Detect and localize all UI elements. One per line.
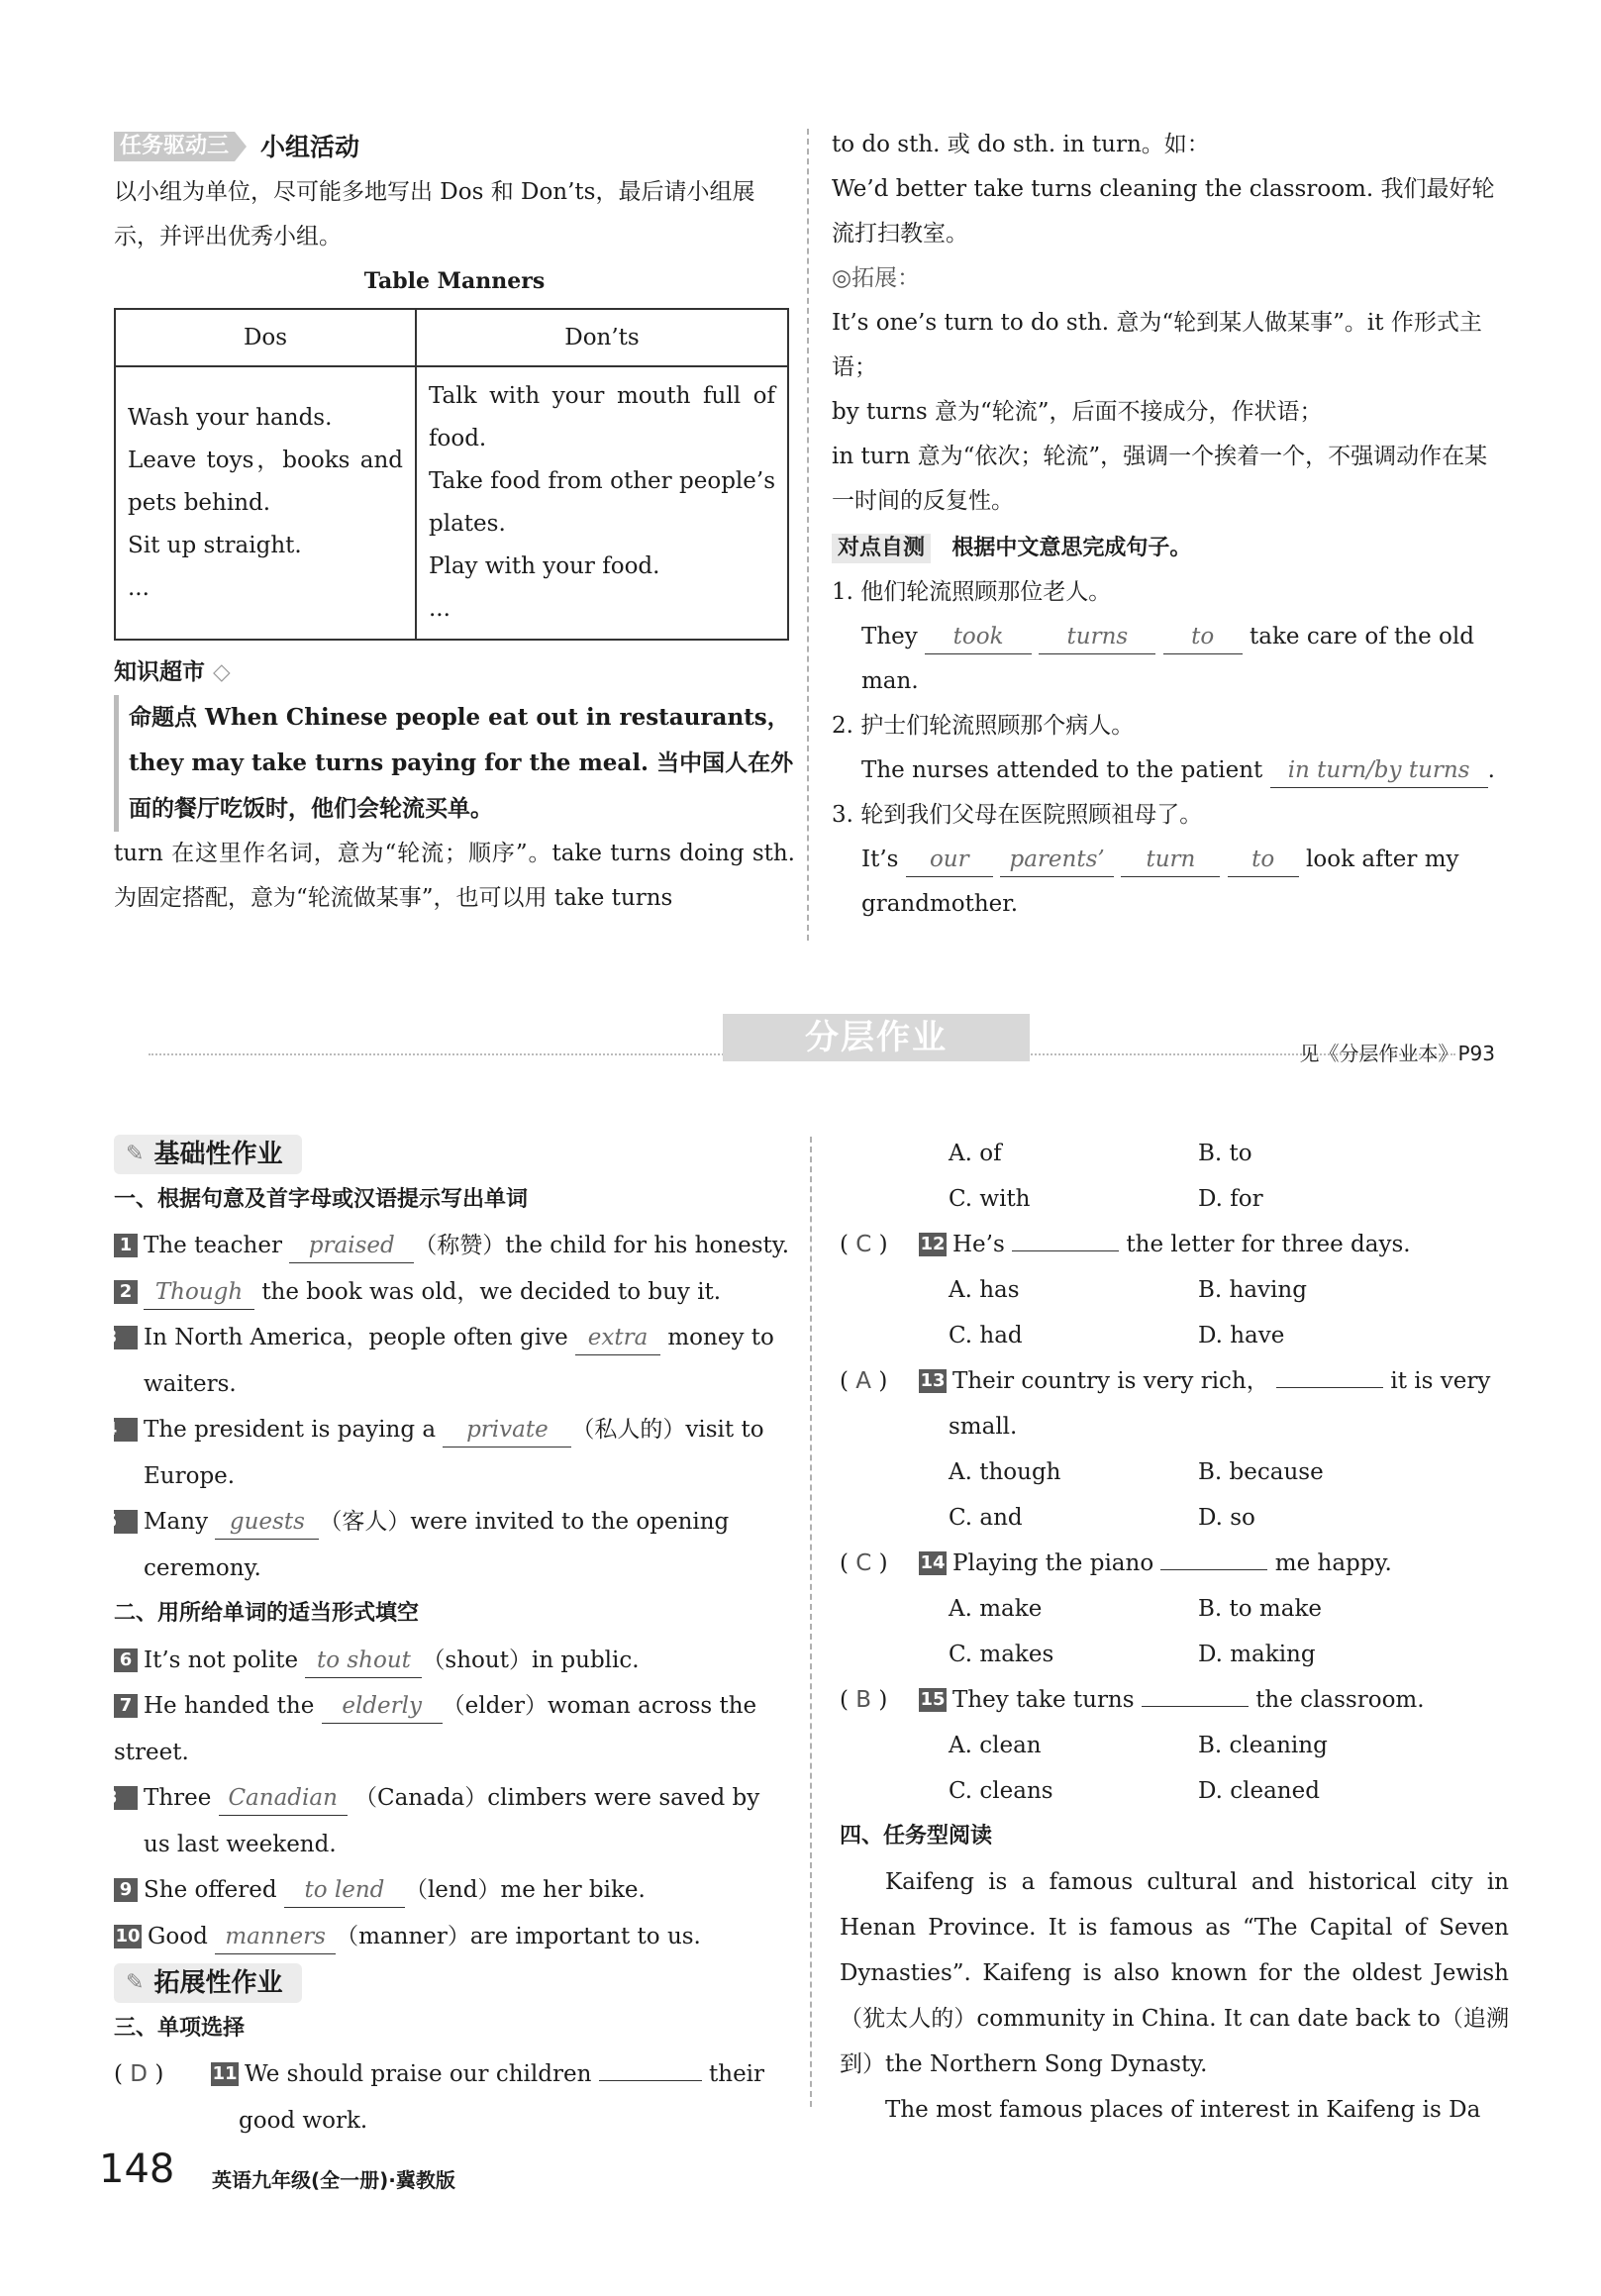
extend-1: It’s one’s turn to do sth. 意为“轮到某人做某事”。it 作形式主语； bbox=[832, 310, 1482, 380]
knowledge-explain: turn 在这里作名词，意为“轮流；顺序”。take turns doing sth. 为固定搭配，意为“轮流做某事”，也可以用 take turns bbox=[114, 841, 795, 911]
item-pre: In North America，people often give bbox=[144, 1325, 568, 1350]
question-number: 9 bbox=[114, 1878, 138, 1902]
list-item: ... bbox=[128, 574, 150, 601]
point-en: When Chinese people eat out in restaurants，they may take turns paying for the meal. bbox=[129, 704, 790, 776]
q12: ( C ) 12 He’s the letter for three days. bbox=[840, 1232, 1411, 1257]
extend-header-label: 拓展性作业 bbox=[153, 1968, 283, 1998]
q12-options bbox=[840, 1313, 1509, 1358]
q11 bbox=[114, 2051, 793, 2144]
item-4 bbox=[104, 1407, 793, 1499]
reading-paragraph-1: Kaifeng is a famous cultural and historical city in Henan Province. It is famous as “The Capital of Seven Dynasties”. Kaifeng is also known for the oldest Jewish（犹太人的）community in China. It can date back to（追溯到）the Northern Song Dynasty. bbox=[840, 1869, 1509, 2077]
task-title: 小组活动 bbox=[260, 132, 360, 161]
q15-options bbox=[840, 1768, 1509, 1814]
list-item: Talk with your mouth full of food. bbox=[429, 383, 775, 451]
answer-paren: ( D ) bbox=[114, 2061, 164, 2087]
example-sentence: We’d better take turns cleaning the classroom. 我们最好轮流打扫教室。 bbox=[832, 176, 1495, 247]
answer-letter: A bbox=[855, 1368, 872, 1394]
item-pre: The president is paying a bbox=[144, 1417, 437, 1443]
question-number: 5 bbox=[114, 1510, 138, 1534]
list-item: Sit up straight. bbox=[128, 532, 302, 558]
answer-blank bbox=[1142, 1706, 1249, 1707]
explain-cont: to do sth. 或 do sth. in turn。如： bbox=[832, 132, 1210, 157]
option: B. having bbox=[1198, 1277, 1307, 1303]
knowledge-title-row bbox=[114, 650, 795, 695]
basic-header bbox=[114, 1135, 302, 1174]
part3-title: 三、单项选择 bbox=[114, 2015, 246, 2041]
answer-blank bbox=[1276, 1387, 1383, 1388]
q2-zh: 2. 护士们轮流照顾那个病人。 bbox=[832, 713, 1135, 739]
extend-3: in turn 意为“依次；轮流”，强调一个挨着一个，不强调动作在某一时间的反复性。 bbox=[832, 444, 1488, 514]
answer-blank: guests bbox=[215, 1505, 319, 1540]
question-number: 4 bbox=[114, 1418, 138, 1442]
task3-section bbox=[114, 123, 795, 921]
answer-blank: turn bbox=[1121, 843, 1220, 877]
q1-post: take care of the old man. bbox=[861, 624, 1474, 694]
selftest-instruction: 根据中文意思完成句子。 bbox=[951, 536, 1192, 560]
answer-letter: C bbox=[855, 1232, 872, 1257]
part4-title: 四、任务型阅读 bbox=[840, 1824, 993, 1848]
answer-blank bbox=[1012, 1250, 1119, 1251]
question-number: 7 bbox=[114, 1694, 138, 1718]
option: B. because bbox=[1198, 1459, 1324, 1485]
item-pre: Many bbox=[144, 1509, 209, 1535]
question-number: 11 bbox=[212, 2063, 238, 2084]
item-pre: It’s not polite bbox=[144, 1647, 299, 1673]
selftest-tag: 对点自测 bbox=[832, 534, 931, 563]
col-header-donts: Don’ts bbox=[416, 309, 788, 366]
option: C. and bbox=[949, 1505, 1023, 1531]
q3-en bbox=[832, 838, 1507, 927]
q14-options bbox=[840, 1586, 1509, 1632]
q15: ( B ) 15 They take turns the classroom. bbox=[840, 1687, 1425, 1713]
q1-pre: They bbox=[861, 624, 918, 649]
option: A. clean bbox=[949, 1733, 1042, 1758]
q14-options bbox=[840, 1632, 1509, 1677]
q-pre: We should praise our children bbox=[245, 2061, 592, 2087]
item-6 bbox=[114, 1638, 793, 1684]
col-header-dos: Dos bbox=[115, 309, 416, 366]
reading-paragraph-2: The most famous places of interest in Kaifeng is Da bbox=[885, 2097, 1481, 2123]
basic-homework bbox=[104, 1131, 793, 2144]
answer-blank: elderly bbox=[322, 1689, 443, 1724]
item-post: （Canada）climbers were saved by us last weekend. bbox=[144, 1785, 760, 1857]
item-8 bbox=[104, 1775, 793, 1867]
item-pre: The teacher bbox=[144, 1233, 282, 1258]
answer-blank bbox=[599, 2080, 702, 2081]
knowledge-title: 知识超市 bbox=[114, 659, 205, 685]
column-divider bbox=[810, 1137, 812, 2107]
task-tag: 任务驱动三 bbox=[114, 132, 235, 161]
q11-options-row2 bbox=[840, 1176, 1509, 1222]
answer-blank: Though bbox=[144, 1275, 254, 1310]
question-number: 15 bbox=[920, 1689, 946, 1710]
q-post: the letter for three days. bbox=[1126, 1232, 1411, 1257]
answer-letter: C bbox=[855, 1550, 872, 1576]
answer-blank: to bbox=[1163, 620, 1243, 654]
task-instruction: 以小组为单位，尽可能多地写出 Dos 和 Don’ts，最后请小组展示，并评出优秀小组。 bbox=[114, 179, 755, 250]
option: A. of bbox=[949, 1141, 1002, 1166]
answer-blank: our bbox=[906, 843, 993, 877]
selftest-head bbox=[832, 526, 1507, 570]
answer-blank: Canadian bbox=[219, 1781, 348, 1816]
answer-blank: praised bbox=[289, 1229, 414, 1263]
item-3 bbox=[104, 1315, 793, 1407]
banner-title: 分层作业 bbox=[723, 1014, 1030, 1061]
item-5 bbox=[104, 1499, 793, 1591]
q1-en bbox=[832, 615, 1507, 704]
extend-label: ◎拓展： bbox=[832, 265, 921, 291]
column-divider bbox=[807, 129, 809, 941]
question-number: 10 bbox=[115, 1925, 141, 1947]
question-number: 8 bbox=[114, 1786, 138, 1810]
item-pre: She offered bbox=[144, 1877, 277, 1903]
option: A. has bbox=[949, 1277, 1020, 1303]
extend-homework bbox=[840, 1131, 1509, 2133]
list-item: Play with your food. bbox=[429, 553, 660, 579]
item-post: （elder）woman across the street. bbox=[114, 1693, 757, 1765]
q-post: it is very small. bbox=[949, 1368, 1491, 1440]
item-pre: Three bbox=[144, 1785, 212, 1811]
answer-blank: to shout bbox=[305, 1644, 422, 1678]
point-label: 命题点 bbox=[129, 705, 197, 731]
option: D. so bbox=[1198, 1505, 1255, 1531]
list-item: Take food from other people’s plates. bbox=[429, 468, 775, 537]
q12-options bbox=[840, 1267, 1509, 1313]
q-post: the classroom. bbox=[1255, 1687, 1425, 1713]
item-post: （称赞）the child for his honesty. bbox=[414, 1233, 790, 1258]
q-post: their good work. bbox=[239, 2061, 765, 2134]
answer-blank: turns bbox=[1039, 620, 1155, 654]
manners-table bbox=[114, 308, 789, 641]
pencil-icon: ✎ bbox=[126, 1970, 145, 1995]
q15-options bbox=[840, 1723, 1509, 1768]
answer-blank: took bbox=[925, 620, 1032, 654]
item-post: （客人）were invited to the opening ceremony. bbox=[144, 1509, 730, 1581]
option: D. cleaned bbox=[1198, 1778, 1320, 1804]
donts-cell bbox=[416, 366, 788, 640]
diamond-icon: ◇ bbox=[213, 659, 231, 685]
option: D. have bbox=[1198, 1323, 1285, 1348]
extend-2: by turns 意为“轮流”，后面不接成分，作状语； bbox=[832, 399, 1323, 425]
item-post: （lend）me her bike. bbox=[404, 1877, 646, 1903]
point-block bbox=[114, 695, 795, 832]
item-post: （shout）in public. bbox=[422, 1647, 640, 1673]
q13-options bbox=[840, 1495, 1509, 1541]
option: A. though bbox=[949, 1459, 1061, 1485]
option: B. to bbox=[1198, 1141, 1252, 1166]
q-pre: He’s bbox=[952, 1232, 1005, 1257]
knowledge-continued bbox=[832, 123, 1507, 927]
list-item: Wash your hands. bbox=[128, 404, 333, 431]
answer-blank: in turn/by turns bbox=[1270, 753, 1488, 788]
item-7 bbox=[114, 1683, 793, 1775]
q1-zh: 1. 他们轮流照顾那位老人。 bbox=[832, 579, 1112, 605]
book-name: 英语九年级(全一册)·冀教版 bbox=[212, 2168, 455, 2192]
basic-header-label: 基础性作业 bbox=[153, 1140, 283, 1169]
q13-options bbox=[840, 1449, 1509, 1495]
option: C. cleans bbox=[949, 1778, 1053, 1804]
q3-post: look after my grandmother. bbox=[861, 847, 1459, 917]
layered-homework-banner bbox=[149, 1010, 1495, 1065]
answer-letter: B bbox=[855, 1687, 872, 1713]
part1-title: 一、根据句意及首字母或汉语提示写出单词 bbox=[114, 1186, 529, 1212]
answer-blank: parents’ bbox=[1000, 843, 1114, 877]
answer-blank: to lend bbox=[284, 1873, 405, 1908]
list-item: ... bbox=[429, 596, 450, 622]
q-pre: They take turns bbox=[952, 1687, 1135, 1713]
item-post: （manner）are important to us. bbox=[336, 1923, 701, 1949]
question-number: 6 bbox=[114, 1648, 138, 1672]
q13: ( A ) 13 Their country is very rich， it is very small. bbox=[840, 1368, 1491, 1440]
item-10 bbox=[114, 1914, 793, 1960]
answer-blank: extra bbox=[575, 1321, 660, 1355]
item-9 bbox=[114, 1867, 793, 1914]
item-pre: Good bbox=[148, 1923, 208, 1949]
banner-ref: 见《分层作业本》P93 bbox=[1299, 1042, 1495, 1065]
q2-en: The nurses attended to the patient in turn/by turns . bbox=[832, 749, 1507, 793]
option: C. had bbox=[949, 1323, 1023, 1348]
item-pre: He handed the bbox=[144, 1693, 315, 1719]
question-number: 12 bbox=[920, 1234, 946, 1254]
q14: ( C ) 14 Playing the piano me happy. bbox=[840, 1550, 1392, 1576]
option: A. make bbox=[949, 1596, 1043, 1622]
option: B. cleaning bbox=[1198, 1733, 1328, 1758]
point-zh: 当中国人在外面的餐厅吃饭时，他们会轮流买单。 bbox=[129, 750, 794, 822]
q-pre: Their country is very rich， bbox=[952, 1368, 1269, 1394]
item-post: （私人的）visit to Europe. bbox=[144, 1417, 764, 1489]
option: D. for bbox=[1198, 1186, 1263, 1212]
answer-blank: to bbox=[1228, 843, 1299, 877]
item-post: money to waiters. bbox=[144, 1325, 774, 1397]
q11-options-row1 bbox=[840, 1131, 1509, 1176]
question-number: 1 bbox=[114, 1234, 138, 1257]
q3-zh: 3. 轮到我们父母在医院照顾祖母了。 bbox=[832, 802, 1203, 828]
tag-arrow-icon bbox=[235, 132, 247, 161]
table-title: Table Manners bbox=[363, 268, 546, 294]
q2-pre: The nurses attended to the patient bbox=[861, 757, 1263, 783]
option: C. makes bbox=[949, 1642, 1054, 1667]
option: B. to make bbox=[1198, 1596, 1322, 1622]
question-number: 2 bbox=[114, 1280, 138, 1304]
question-number: 3 bbox=[114, 1326, 138, 1349]
answer-blank: private bbox=[443, 1413, 571, 1447]
answer-blank bbox=[1160, 1569, 1267, 1570]
option: D. making bbox=[1198, 1642, 1316, 1667]
q-post: me happy. bbox=[1274, 1550, 1392, 1576]
list-item: Leave toys，books and pets behind. bbox=[128, 447, 403, 516]
part2-title: 二、用所给单词的适当形式填空 bbox=[114, 1601, 420, 1626]
answer-letter: D bbox=[130, 2061, 149, 2087]
dos-cell bbox=[115, 366, 416, 640]
answer-blank: manners bbox=[215, 1920, 336, 1954]
item-1 bbox=[114, 1223, 793, 1269]
q3-pre: It’s bbox=[861, 847, 899, 872]
item-post: the book was old，we decided to buy it. bbox=[261, 1278, 722, 1305]
pencil-icon: ✎ bbox=[126, 1142, 145, 1166]
page-number: 148 bbox=[99, 2146, 175, 2192]
option: C. with bbox=[949, 1186, 1031, 1212]
question-number: 14 bbox=[920, 1552, 946, 1573]
item-2 bbox=[114, 1269, 793, 1316]
q-pre: Playing the piano bbox=[952, 1550, 1154, 1576]
extend-header bbox=[114, 1963, 302, 2003]
question-number: 13 bbox=[920, 1370, 946, 1391]
